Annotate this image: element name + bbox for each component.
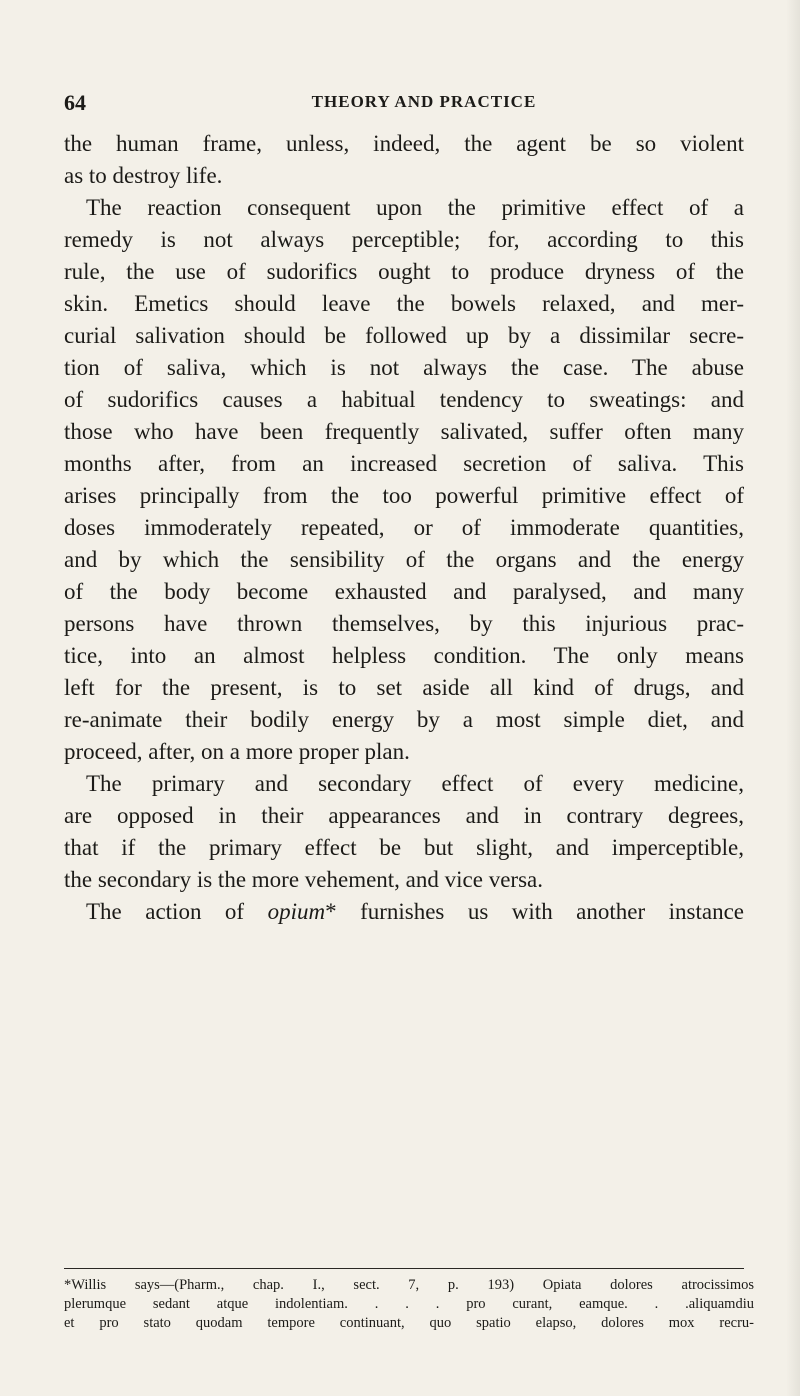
- text-line: the human frame, unless, indeed, the agent be so violent: [64, 131, 744, 156]
- text-line: left for the present, is to set aside all kind of drugs, and: [64, 675, 744, 700]
- running-head: THEORY AND PRACTICE: [311, 92, 537, 111]
- text-line: and by which the sensibility of the organs and the energy: [64, 547, 744, 572]
- text-line: doses immoderately repeated, or of immoderate quantities,: [64, 515, 744, 540]
- text-line: remedy is not always perceptible; for, according to this: [64, 227, 744, 252]
- text-line: tion of saliva, which is not always the case. The abuse: [64, 355, 744, 380]
- text-line: arises principally from the too powerful primitive effect of: [64, 483, 744, 508]
- text-line: The primary and secondary effect of every medicine,: [86, 771, 744, 796]
- text-line-last: [64, 896, 744, 928]
- text-line: skin. Emetics should leave the bowels relaxed, and mer-: [64, 291, 744, 316]
- italic-term: opium: [267, 899, 326, 924]
- text-line: of sudorifics causes a habitual tendency to sweatings: and: [64, 387, 744, 412]
- text-fragment: The action of: [86, 899, 268, 924]
- text-line: are opposed in their appearances and in contrary degrees,: [64, 803, 744, 828]
- footnote-line: *Willis says—(Pharm., chap. I., sect. 7, p. 193) Opiata dolores atrocissimos: [64, 1277, 754, 1293]
- footnotes: [64, 1276, 754, 1333]
- text-fragment: furnishes us with another instance: [336, 899, 744, 924]
- text-line: persons have thrown themselves, by this injurious prac-: [64, 611, 744, 636]
- footnote-line: et pro stato quodam tempore continuant, quo spatio elapso, dolores mox recru-: [64, 1315, 754, 1331]
- page-header: [64, 90, 754, 118]
- footnote-divider: [64, 1268, 744, 1269]
- text-line: those who have been frequently salivated, suffer often many: [64, 419, 744, 444]
- page-number: 64: [64, 90, 86, 115]
- text-line: tice, into an almost helpless condition. The only means: [64, 643, 744, 668]
- text-line: of the body become exhausted and paralysed, and many: [64, 579, 744, 604]
- text-line: as to destroy life.: [64, 163, 223, 188]
- text-line: The reaction consequent upon the primitive effect of a: [86, 195, 744, 220]
- text-line: rule, the use of sudorifics ought to produce dryness of the: [64, 259, 744, 284]
- text-line: that if the primary effect be but slight, and imperceptible,: [64, 835, 744, 860]
- page-edge-shadow: [786, 0, 800, 1396]
- text-line: proceed, after, on a more proper plan.: [64, 739, 410, 764]
- footnote-mark: *: [325, 899, 337, 924]
- text-line: the secondary is the more vehement, and vice versa.: [64, 867, 543, 892]
- text-line: months after, from an increased secretion of saliva. This: [64, 451, 744, 476]
- footnote-line: plerumque sedant atque indolentiam. . . . pro curant, eamque. . .aliquamdiu: [64, 1296, 754, 1312]
- text-line: curial salivation should be followed up by a dissimilar secre-: [64, 323, 744, 348]
- body-text: [64, 128, 744, 928]
- text-line: re-animate their bodily energy by a most simple diet, and: [64, 707, 744, 732]
